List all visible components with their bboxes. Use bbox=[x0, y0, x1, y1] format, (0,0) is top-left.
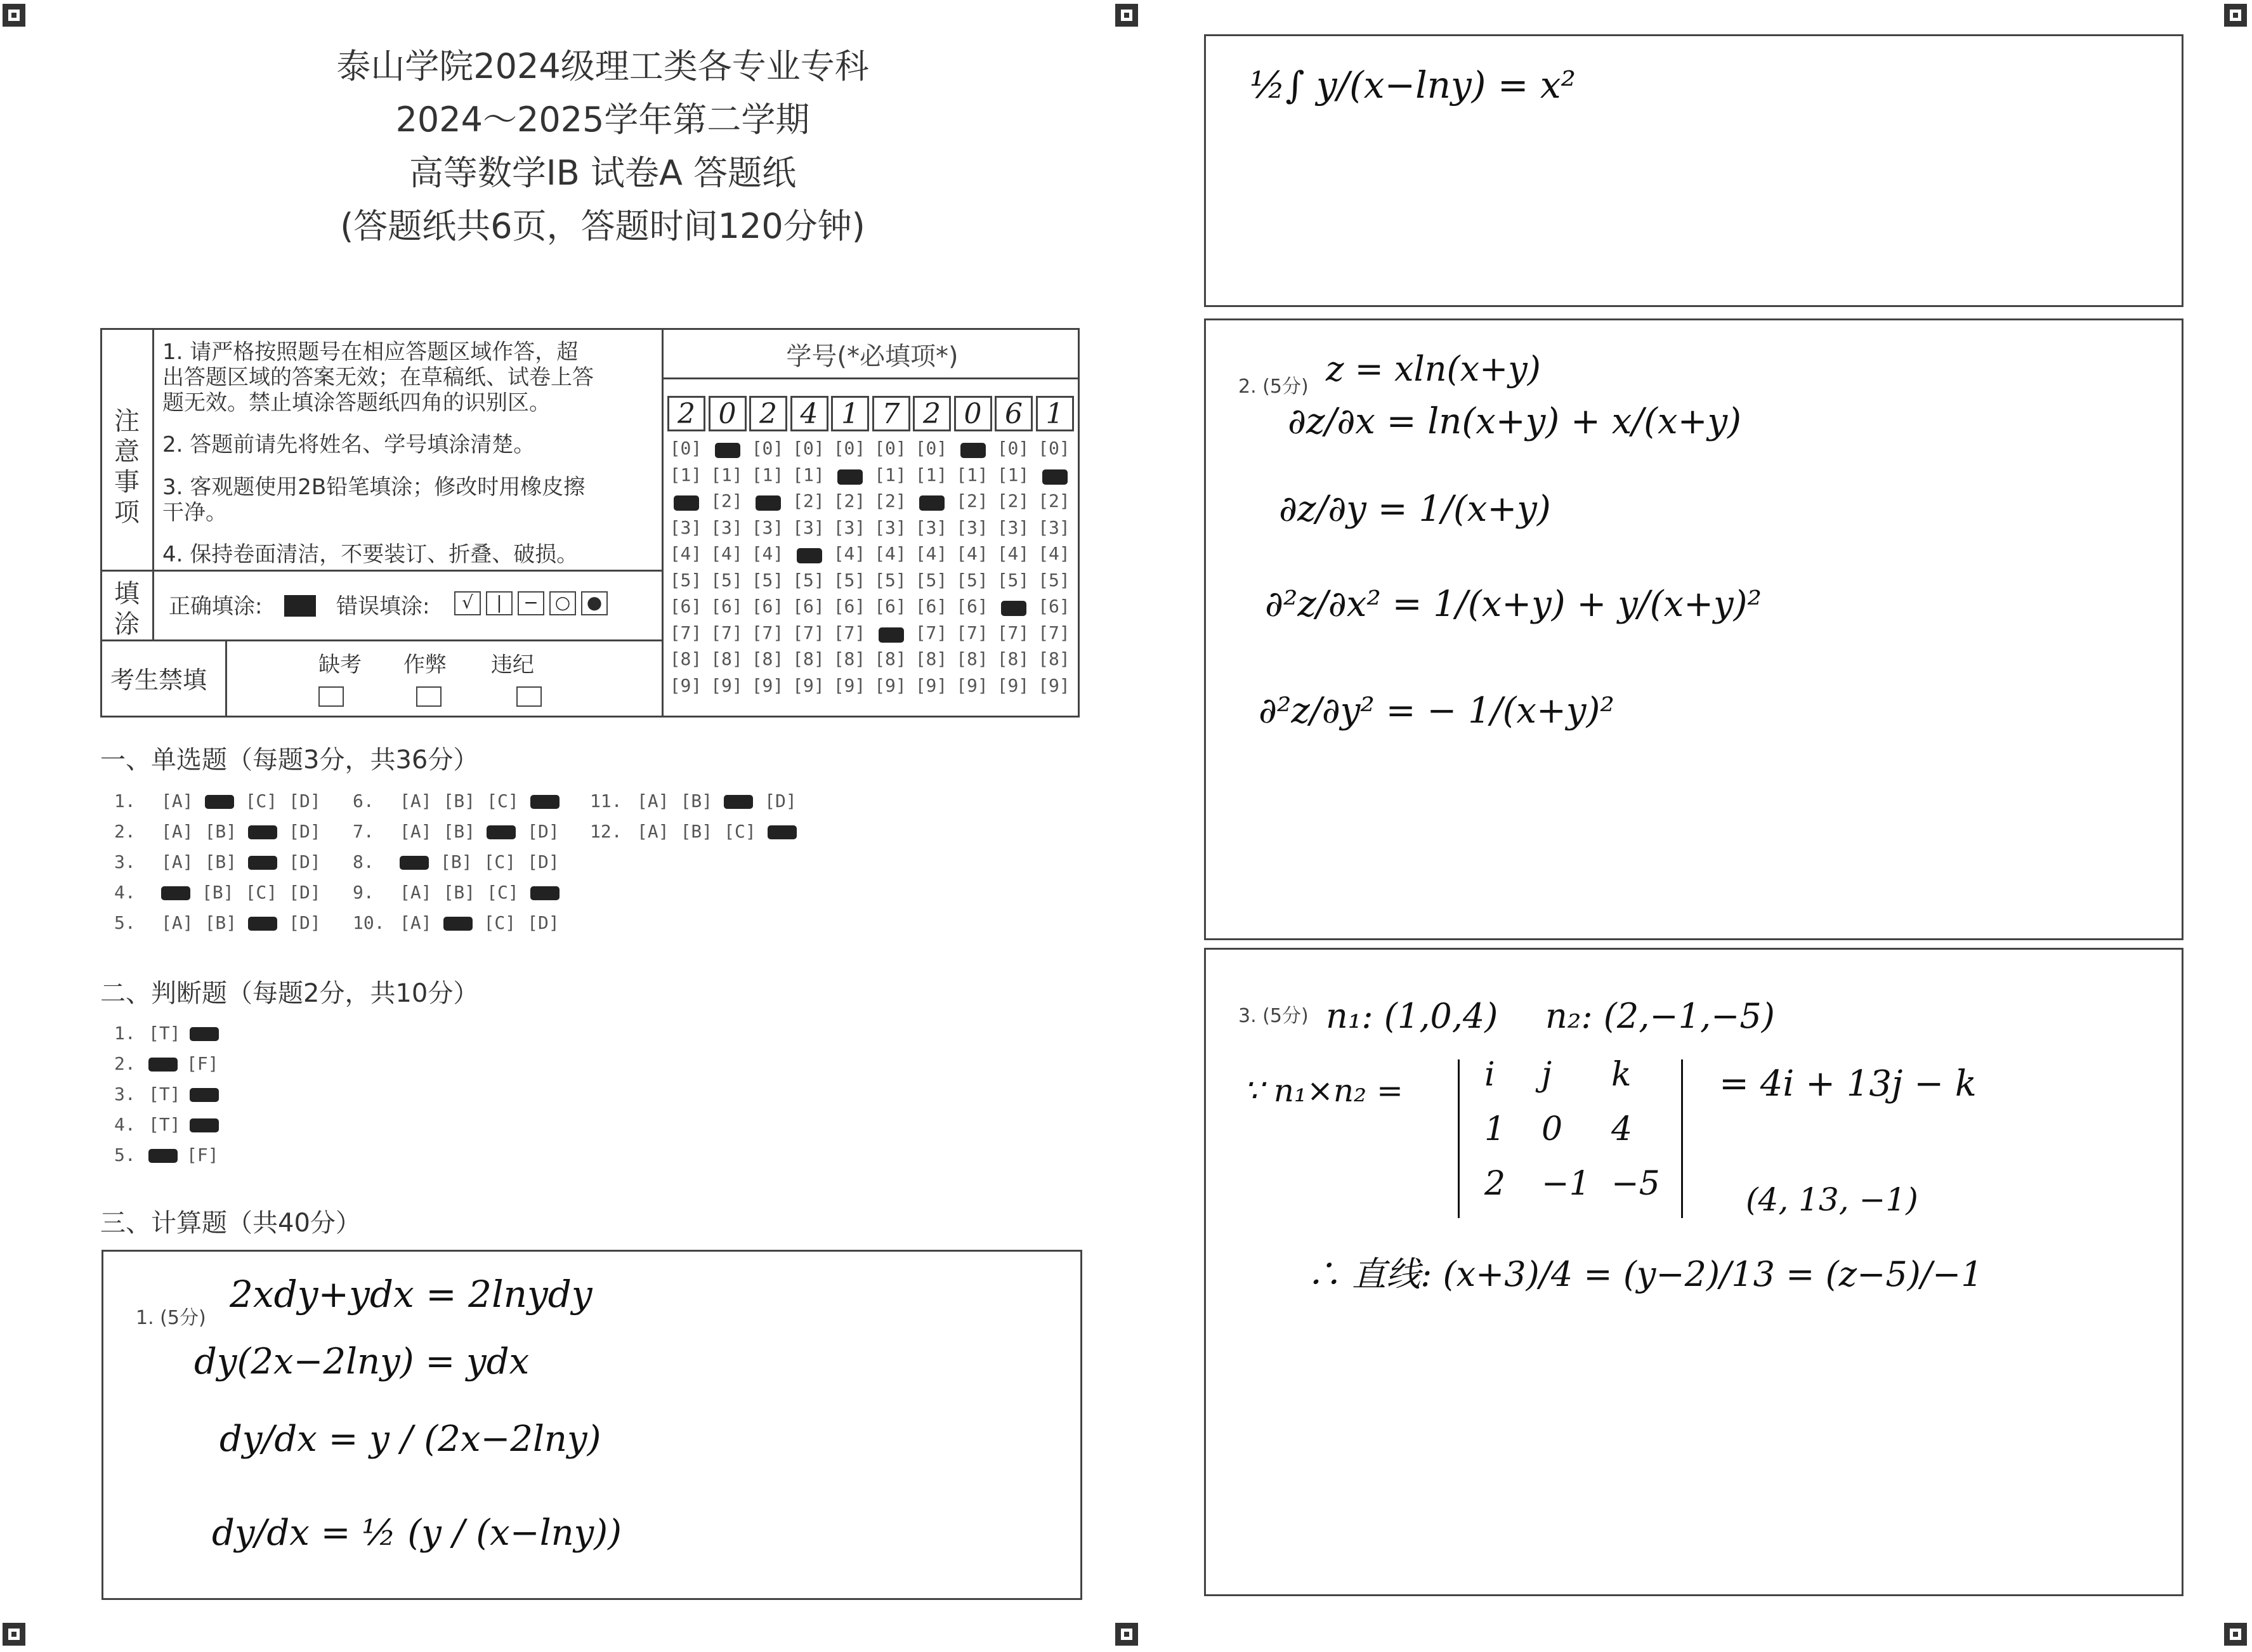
true-false-question bbox=[114, 1144, 219, 1165]
determinant-right-bar bbox=[1681, 1059, 1683, 1218]
student-id-bubble[interactable]: [1] bbox=[669, 464, 702, 485]
table-divider bbox=[662, 328, 664, 718]
single-choice-question bbox=[353, 912, 560, 933]
absent-label: 缺考 bbox=[318, 652, 362, 678]
student-id-bubble[interactable]: [5] bbox=[1038, 569, 1070, 591]
notice-line-2: 出答题区域的答案无效；在草稿纸、试卷上答 bbox=[162, 365, 594, 390]
option-bubble-filled[interactable] bbox=[148, 1058, 178, 1072]
student-id-bubble[interactable]: [5] bbox=[792, 569, 825, 591]
determinant-entry: 4 bbox=[1611, 1110, 1633, 1148]
student-id-bubble[interactable]: [6] bbox=[710, 596, 743, 617]
student-id-bubble[interactable]: [8] bbox=[751, 648, 784, 669]
student-id-bubble[interactable]: [3] bbox=[669, 516, 702, 538]
option-bubble-filled[interactable] bbox=[768, 825, 797, 839]
cheat-checkbox[interactable] bbox=[416, 686, 442, 707]
student-id-bubble[interactable]: [0] bbox=[1038, 438, 1070, 459]
title-line-1: 泰山学院2024级理工类各专业专科 bbox=[336, 46, 869, 86]
student-id-bubble[interactable]: [9] bbox=[997, 674, 1030, 696]
student-id-bubble[interactable]: [3] bbox=[833, 516, 866, 538]
student-id-bubble[interactable]: [2] bbox=[833, 490, 866, 511]
student-id-bubble[interactable]: [8] bbox=[1038, 648, 1070, 669]
wrong-mark-check: √ bbox=[454, 591, 481, 615]
student-id-bubble[interactable]: [0] bbox=[997, 438, 1030, 459]
option-bubble[interactable]: [T] bbox=[148, 1114, 181, 1135]
student-id-bubble[interactable]: [7] bbox=[1038, 622, 1070, 643]
question-number: 3. bbox=[114, 851, 136, 872]
student-id-bubble[interactable]: [3] bbox=[751, 516, 784, 538]
section-2-title: 二、判断题（每题2分，共10分） bbox=[100, 979, 479, 1008]
violation-label: 违纪 bbox=[491, 652, 534, 678]
single-choice-question bbox=[114, 882, 321, 903]
single-choice-question bbox=[353, 821, 560, 842]
determinant-entry: j bbox=[1542, 1056, 1552, 1094]
option-bubble[interactable]: [A] bbox=[161, 790, 193, 811]
student-id-bubble[interactable]: [4] bbox=[669, 543, 702, 564]
title-line-2: 2024～2025学年第二学期 bbox=[395, 100, 810, 140]
student-id-bubble[interactable]: [5] bbox=[874, 569, 907, 591]
option-bubble[interactable]: [B] bbox=[440, 851, 473, 872]
title-line-4: (答题纸共6页，答题时间120分钟) bbox=[340, 206, 865, 246]
corner-marker-bottom-right bbox=[2224, 1623, 2247, 1646]
student-id-bubble[interactable]: [1] bbox=[874, 464, 907, 485]
single-choice-question bbox=[114, 821, 321, 842]
wrong-mark-dash: − bbox=[518, 591, 544, 615]
student-id-bubble-filled[interactable] bbox=[954, 438, 991, 459]
single-choice-question bbox=[353, 790, 560, 811]
single-choice-question bbox=[114, 851, 321, 872]
option-bubble[interactable]: [D] bbox=[527, 912, 560, 933]
student-id-bubble[interactable]: [1] bbox=[997, 464, 1030, 485]
student-id-digit: 1 bbox=[831, 396, 869, 431]
option-bubble[interactable]: [D] bbox=[289, 790, 321, 811]
student-id-bubble[interactable]: [4] bbox=[710, 543, 743, 564]
student-id-bubble[interactable]: [7] bbox=[710, 622, 743, 643]
option-bubble[interactable]: [A] bbox=[400, 912, 432, 933]
student-id-bubble[interactable]: [9] bbox=[956, 674, 988, 696]
table-divider bbox=[225, 639, 227, 718]
option-bubble[interactable]: [T] bbox=[148, 1023, 181, 1044]
student-id-bubble[interactable]: [4] bbox=[1038, 543, 1070, 564]
q1-line-2: dy(2x−2lny) = ydx bbox=[194, 1341, 530, 1382]
option-bubble[interactable]: [D] bbox=[527, 851, 560, 872]
notice-line-4: 2. 答题前请先将姓名、学号填涂清楚。 bbox=[162, 432, 535, 457]
determinant-left-bar bbox=[1458, 1059, 1460, 1218]
student-id-bubble[interactable]: [7] bbox=[669, 622, 702, 643]
student-id-bubble[interactable]: [3] bbox=[997, 516, 1030, 538]
determinant-entry: 2 bbox=[1484, 1165, 1506, 1203]
student-id-bubble[interactable]: [8] bbox=[792, 648, 825, 669]
student-id-bubble[interactable]: [9] bbox=[751, 674, 784, 696]
true-false-question bbox=[114, 1084, 219, 1105]
option-bubble-filled[interactable] bbox=[190, 1118, 219, 1132]
table-divider bbox=[152, 328, 154, 641]
option-bubble[interactable]: [F] bbox=[187, 1053, 219, 1074]
student-id-bubble[interactable]: [9] bbox=[669, 674, 702, 696]
option-bubble[interactable]: [B] bbox=[443, 882, 476, 903]
wrong-fill-label: 错误填涂: bbox=[336, 594, 430, 619]
option-bubble-filled[interactable] bbox=[190, 1088, 219, 1102]
student-id-bubble[interactable]: [2] bbox=[997, 490, 1030, 511]
table-divider bbox=[100, 639, 664, 641]
student-id-bubble[interactable]: [9] bbox=[710, 674, 743, 696]
student-id-bubble[interactable]: [6] bbox=[874, 596, 907, 617]
option-bubble[interactable]: [D] bbox=[764, 790, 797, 811]
correct-fill-sample bbox=[284, 595, 316, 617]
notice-line-1: 1. 请严格按照题号在相应答题区域作答，超 bbox=[162, 339, 579, 365]
question-number: 9. bbox=[353, 882, 374, 903]
student-id-bubble[interactable]: [9] bbox=[833, 674, 866, 696]
question-number: 1. bbox=[114, 790, 136, 811]
determinant-entry: −1 bbox=[1542, 1165, 1590, 1203]
student-id-bubble-filled[interactable] bbox=[913, 490, 950, 511]
q3-line-equation: ∴ 直线: (x+3)/4 = (y−2)/13 = (z−5)/−1 bbox=[1307, 1254, 1983, 1294]
option-bubble[interactable]: [A] bbox=[637, 821, 669, 842]
student-id-bubble-filled[interactable] bbox=[995, 596, 1031, 617]
q2-label: 2. (5分) bbox=[1238, 376, 1309, 398]
option-bubble-filled[interactable] bbox=[400, 856, 429, 870]
student-id-digit: 4 bbox=[790, 396, 828, 431]
student-id-bubble[interactable]: [3] bbox=[874, 516, 907, 538]
student-id-digit: 0 bbox=[709, 396, 747, 431]
wrong-mark-dot: ● bbox=[581, 591, 608, 615]
option-bubble-filled[interactable] bbox=[190, 1027, 219, 1041]
prohibited-label: 考生禁填 bbox=[110, 666, 207, 694]
option-bubble-filled[interactable] bbox=[530, 886, 560, 900]
option-bubble-filled[interactable] bbox=[148, 1149, 178, 1163]
student-id-bubble[interactable]: [1] bbox=[751, 464, 784, 485]
q2-line-1: z = xln(x+y) bbox=[1326, 349, 1541, 389]
option-bubble[interactable]: [B] bbox=[204, 912, 237, 933]
student-id-digit: 1 bbox=[1036, 396, 1074, 431]
option-bubble-filled[interactable] bbox=[161, 886, 190, 900]
determinant-entry: k bbox=[1611, 1056, 1632, 1094]
wrong-fill-samples bbox=[449, 591, 608, 615]
option-bubble[interactable]: [D] bbox=[289, 821, 321, 842]
q3-label: 3. (5分) bbox=[1238, 1005, 1309, 1027]
correct-fill-label: 正确填涂: bbox=[169, 594, 263, 619]
option-bubble-filled[interactable] bbox=[443, 917, 473, 931]
q3-normal-2: n₂: (2,−1,−5) bbox=[1545, 996, 1775, 1036]
determinant-entry: i bbox=[1484, 1056, 1495, 1094]
student-id-bubble[interactable]: [2] bbox=[874, 490, 907, 511]
single-choice-question bbox=[114, 912, 321, 933]
option-bubble[interactable]: [F] bbox=[187, 1144, 219, 1165]
determinant-entry: −5 bbox=[1611, 1165, 1660, 1203]
student-id-bubble-filled[interactable] bbox=[709, 438, 745, 459]
student-id-bubble[interactable]: [5] bbox=[710, 569, 743, 591]
q2-line-2: ∂z/∂x = ln(x+y) + x/(x+y) bbox=[1288, 401, 1742, 442]
option-bubble[interactable]: [A] bbox=[400, 882, 432, 903]
option-bubble[interactable]: [C] bbox=[245, 882, 278, 903]
student-id-bubble[interactable]: [0] bbox=[751, 438, 784, 459]
question-number: 4. bbox=[114, 882, 136, 903]
student-id-bubble[interactable]: [7] bbox=[751, 622, 784, 643]
single-choice-question bbox=[590, 821, 797, 842]
option-bubble[interactable]: [A] bbox=[400, 790, 432, 811]
student-id-bubble[interactable]: [7] bbox=[792, 622, 825, 643]
student-id-bubble[interactable]: [9] bbox=[915, 674, 948, 696]
student-id-bubble[interactable]: [6] bbox=[1038, 596, 1070, 617]
q1-line-1: 2xdy+ydx = 2lnydy bbox=[230, 1273, 592, 1316]
single-choice-question bbox=[353, 851, 560, 872]
student-id-bubble[interactable]: [6] bbox=[669, 596, 702, 617]
single-choice-question bbox=[353, 882, 560, 903]
student-id-bubble[interactable]: [8] bbox=[956, 648, 988, 669]
option-bubble[interactable]: [B] bbox=[443, 790, 476, 811]
option-bubble[interactable]: [D] bbox=[527, 821, 560, 842]
student-id-bubble[interactable]: [2] bbox=[792, 490, 825, 511]
absent-checkbox[interactable] bbox=[318, 686, 344, 707]
student-id-bubble[interactable]: [0] bbox=[669, 438, 702, 459]
student-id-bubble[interactable]: [9] bbox=[1038, 674, 1070, 696]
determinant-entry: 1 bbox=[1484, 1110, 1506, 1148]
notice-line-5: 3. 客观题使用2B铅笔填涂；修改时用橡皮擦 bbox=[162, 475, 586, 500]
q2-line-4: ∂²z/∂x² = 1/(x+y) + y/(x+y)² bbox=[1265, 584, 1762, 625]
corner-marker-bottom-center bbox=[1115, 1623, 1138, 1646]
notice-line-6: 干净。 bbox=[162, 500, 227, 525]
question-number: 10. bbox=[353, 912, 385, 933]
question-number: 7. bbox=[353, 821, 374, 842]
wrong-mark-circle: ○ bbox=[549, 591, 576, 615]
option-bubble[interactable]: [D] bbox=[289, 851, 321, 872]
option-bubble-filled[interactable] bbox=[724, 795, 753, 809]
student-id-bubble[interactable]: [8] bbox=[710, 648, 743, 669]
corner-marker-top-right bbox=[2224, 4, 2247, 27]
student-id-bubble[interactable]: [5] bbox=[956, 569, 988, 591]
student-id-bubble[interactable]: [7] bbox=[956, 622, 988, 643]
question-number: 5. bbox=[114, 1144, 136, 1165]
student-id-bubble[interactable]: [7] bbox=[833, 622, 866, 643]
student-id-bubble-filled[interactable] bbox=[831, 464, 868, 485]
q3-cross-product-label: ∵ n₁×n₂ = bbox=[1243, 1072, 1403, 1109]
option-bubble[interactable]: [A] bbox=[161, 912, 193, 933]
option-bubble-filled[interactable] bbox=[205, 795, 234, 809]
wrong-mark-bar: | bbox=[486, 591, 513, 615]
title-line-3: 高等数学IB 试卷A 答题纸 bbox=[409, 153, 797, 193]
student-id-bubble[interactable]: [2] bbox=[710, 490, 743, 511]
student-id-bubble[interactable]: [3] bbox=[956, 516, 988, 538]
violation-checkbox[interactable] bbox=[516, 686, 542, 707]
student-id-bubble-filled[interactable] bbox=[749, 490, 786, 511]
student-id-bubble[interactable]: [5] bbox=[915, 569, 948, 591]
option-bubble[interactable]: [B] bbox=[202, 882, 234, 903]
option-bubble[interactable]: [B] bbox=[680, 821, 713, 842]
table-divider bbox=[100, 570, 664, 572]
student-id-digit: 0 bbox=[954, 396, 992, 431]
section-3-title: 三、计算题（共40分） bbox=[100, 1209, 361, 1238]
option-bubble[interactable]: [C] bbox=[487, 882, 519, 903]
true-false-question bbox=[114, 1023, 219, 1044]
q2-line-3: ∂z/∂y = 1/(x+y) bbox=[1279, 488, 1551, 530]
determinant-entry: 0 bbox=[1542, 1110, 1563, 1148]
student-id-bubble[interactable]: [3] bbox=[710, 516, 743, 538]
student-id-bubble[interactable]: [7] bbox=[915, 622, 948, 643]
question-number: 11. bbox=[590, 790, 622, 811]
student-id-bubble[interactable]: [0] bbox=[792, 438, 825, 459]
student-id-bubble[interactable]: [1] bbox=[792, 464, 825, 485]
student-id-bubble[interactable]: [0] bbox=[833, 438, 866, 459]
option-bubble[interactable]: [A] bbox=[400, 821, 432, 842]
student-id-bubble[interactable]: [7] bbox=[997, 622, 1030, 643]
question-number: 8. bbox=[353, 851, 374, 872]
student-id-bubble-filled[interactable] bbox=[667, 490, 704, 511]
corner-marker-top-center bbox=[1115, 4, 1138, 27]
student-id-bubble[interactable]: [8] bbox=[669, 648, 702, 669]
question-number: 12. bbox=[590, 821, 622, 842]
q3-direction-vector: (4, 13, −1) bbox=[1746, 1181, 1918, 1218]
option-bubble-filled[interactable] bbox=[248, 825, 277, 839]
q1-continued-line: ½∫ y/(x−lny) = x² bbox=[1250, 63, 1576, 107]
cheat-label: 作弊 bbox=[403, 652, 447, 678]
q1-line-4: dy/dx = ½ (y / (x−lny)) bbox=[212, 1512, 622, 1554]
option-bubble[interactable]: [T] bbox=[148, 1084, 181, 1105]
question-number: 3. bbox=[114, 1084, 136, 1105]
student-id-bubble[interactable]: [5] bbox=[669, 569, 702, 591]
single-choice-question bbox=[590, 790, 797, 811]
student-id-digit: 6 bbox=[995, 396, 1033, 431]
option-bubble[interactable]: [A] bbox=[161, 851, 193, 872]
option-bubble[interactable]: [C] bbox=[483, 912, 516, 933]
student-id-bubble[interactable]: [8] bbox=[915, 648, 948, 669]
option-bubble[interactable]: [C] bbox=[483, 851, 516, 872]
student-id-bubble[interactable]: [4] bbox=[956, 543, 988, 564]
student-id-bubble-filled[interactable] bbox=[872, 622, 909, 643]
true-false-question bbox=[114, 1114, 219, 1135]
option-bubble[interactable]: [D] bbox=[289, 882, 321, 903]
question-number: 6. bbox=[353, 790, 374, 811]
student-id-digit: 2 bbox=[667, 396, 705, 431]
q1-label: 1. (5分) bbox=[136, 1307, 206, 1329]
q3-cross-result: = 4i + 13j − k bbox=[1719, 1063, 1977, 1105]
option-bubble-filled[interactable] bbox=[530, 795, 560, 809]
question-number: 5. bbox=[114, 912, 136, 933]
option-bubble[interactable]: [B] bbox=[204, 821, 237, 842]
option-bubble[interactable]: [D] bbox=[289, 912, 321, 933]
student-id-title: 学号(*必填项*) bbox=[786, 342, 959, 371]
student-id-bubble[interactable]: [1] bbox=[956, 464, 988, 485]
student-id-digit: 2 bbox=[749, 396, 787, 431]
student-id-bubble[interactable]: [2] bbox=[1038, 490, 1070, 511]
student-id-bubble[interactable]: [3] bbox=[792, 516, 825, 538]
fill-guide-label: 填 涂 bbox=[114, 579, 140, 639]
student-id-bubble[interactable]: [0] bbox=[874, 438, 907, 459]
student-id-bubble[interactable]: [9] bbox=[874, 674, 907, 696]
student-id-bubble[interactable]: [1] bbox=[915, 464, 948, 485]
option-bubble[interactable]: [C] bbox=[724, 821, 756, 842]
student-id-bubble[interactable]: [8] bbox=[833, 648, 866, 669]
student-id-bubble[interactable]: [4] bbox=[751, 543, 784, 564]
student-id-bubble[interactable]: [6] bbox=[833, 596, 866, 617]
student-id-bubble[interactable]: [4] bbox=[997, 543, 1030, 564]
student-id-bubble[interactable]: [8] bbox=[874, 648, 907, 669]
student-id-bubble[interactable]: [3] bbox=[915, 516, 948, 538]
option-bubble[interactable]: [B] bbox=[680, 790, 713, 811]
option-bubble[interactable]: [C] bbox=[487, 790, 519, 811]
option-bubble[interactable]: [A] bbox=[161, 821, 193, 842]
option-bubble[interactable]: [A] bbox=[637, 790, 669, 811]
q1-line-3: dy/dx = y / (2x−2lny) bbox=[219, 1419, 601, 1460]
corner-marker-top-left bbox=[3, 4, 25, 27]
student-id-bubble[interactable]: [4] bbox=[915, 543, 948, 564]
question-number: 2. bbox=[114, 821, 136, 842]
student-id-bubble[interactable]: [6] bbox=[956, 596, 988, 617]
student-id-bubble[interactable]: [8] bbox=[997, 648, 1030, 669]
table-divider bbox=[662, 377, 1080, 379]
student-id-bubble[interactable]: [4] bbox=[874, 543, 907, 564]
student-id-bubble[interactable]: [5] bbox=[997, 569, 1030, 591]
option-bubble-filled[interactable] bbox=[248, 917, 277, 931]
option-bubble[interactable]: [B] bbox=[443, 821, 476, 842]
student-id-bubble[interactable]: [9] bbox=[792, 674, 825, 696]
single-choice-question bbox=[114, 790, 321, 811]
student-id-bubble[interactable]: [1] bbox=[710, 464, 743, 485]
option-bubble-filled[interactable] bbox=[487, 825, 516, 839]
student-id-bubble[interactable]: [0] bbox=[915, 438, 948, 459]
student-id-digit: 2 bbox=[913, 396, 951, 431]
student-id-bubble-filled[interactable] bbox=[1036, 464, 1073, 485]
student-id-bubble[interactable]: [5] bbox=[833, 569, 866, 591]
student-id-bubble[interactable]: [5] bbox=[751, 569, 784, 591]
section-1-title: 一、单选题（每题3分，共36分） bbox=[100, 745, 479, 775]
notice-line-7: 4. 保持卷面清洁，不要装订、折叠、破损。 bbox=[162, 542, 579, 567]
student-id-bubble-filled[interactable] bbox=[790, 543, 827, 564]
student-id-bubble[interactable]: [2] bbox=[956, 490, 988, 511]
corner-marker-bottom-left bbox=[3, 1623, 25, 1646]
q3-normal-1: n₁: (1,0,4) bbox=[1326, 996, 1498, 1036]
question-number: 4. bbox=[114, 1114, 136, 1135]
true-false-question bbox=[114, 1053, 219, 1074]
student-id-bubble[interactable]: [6] bbox=[915, 596, 948, 617]
option-bubble[interactable]: [B] bbox=[204, 851, 237, 872]
question-number: 2. bbox=[114, 1053, 136, 1074]
student-id-bubble[interactable]: [6] bbox=[751, 596, 784, 617]
option-bubble-filled[interactable] bbox=[248, 856, 277, 870]
student-id-digit: 7 bbox=[872, 396, 910, 431]
student-id-bubble[interactable]: [3] bbox=[1038, 516, 1070, 538]
q2-line-5: ∂²z/∂y² = − 1/(x+y)² bbox=[1259, 690, 1614, 731]
option-bubble[interactable]: [C] bbox=[245, 790, 278, 811]
student-id-bubble[interactable]: [6] bbox=[792, 596, 825, 617]
notice-line-3: 题无效。禁止填涂答题纸四角的识别区。 bbox=[162, 390, 551, 416]
question-number: 1. bbox=[114, 1023, 136, 1044]
student-id-bubble[interactable]: [4] bbox=[833, 543, 866, 564]
notice-label: 注 意 事 项 bbox=[114, 407, 140, 527]
